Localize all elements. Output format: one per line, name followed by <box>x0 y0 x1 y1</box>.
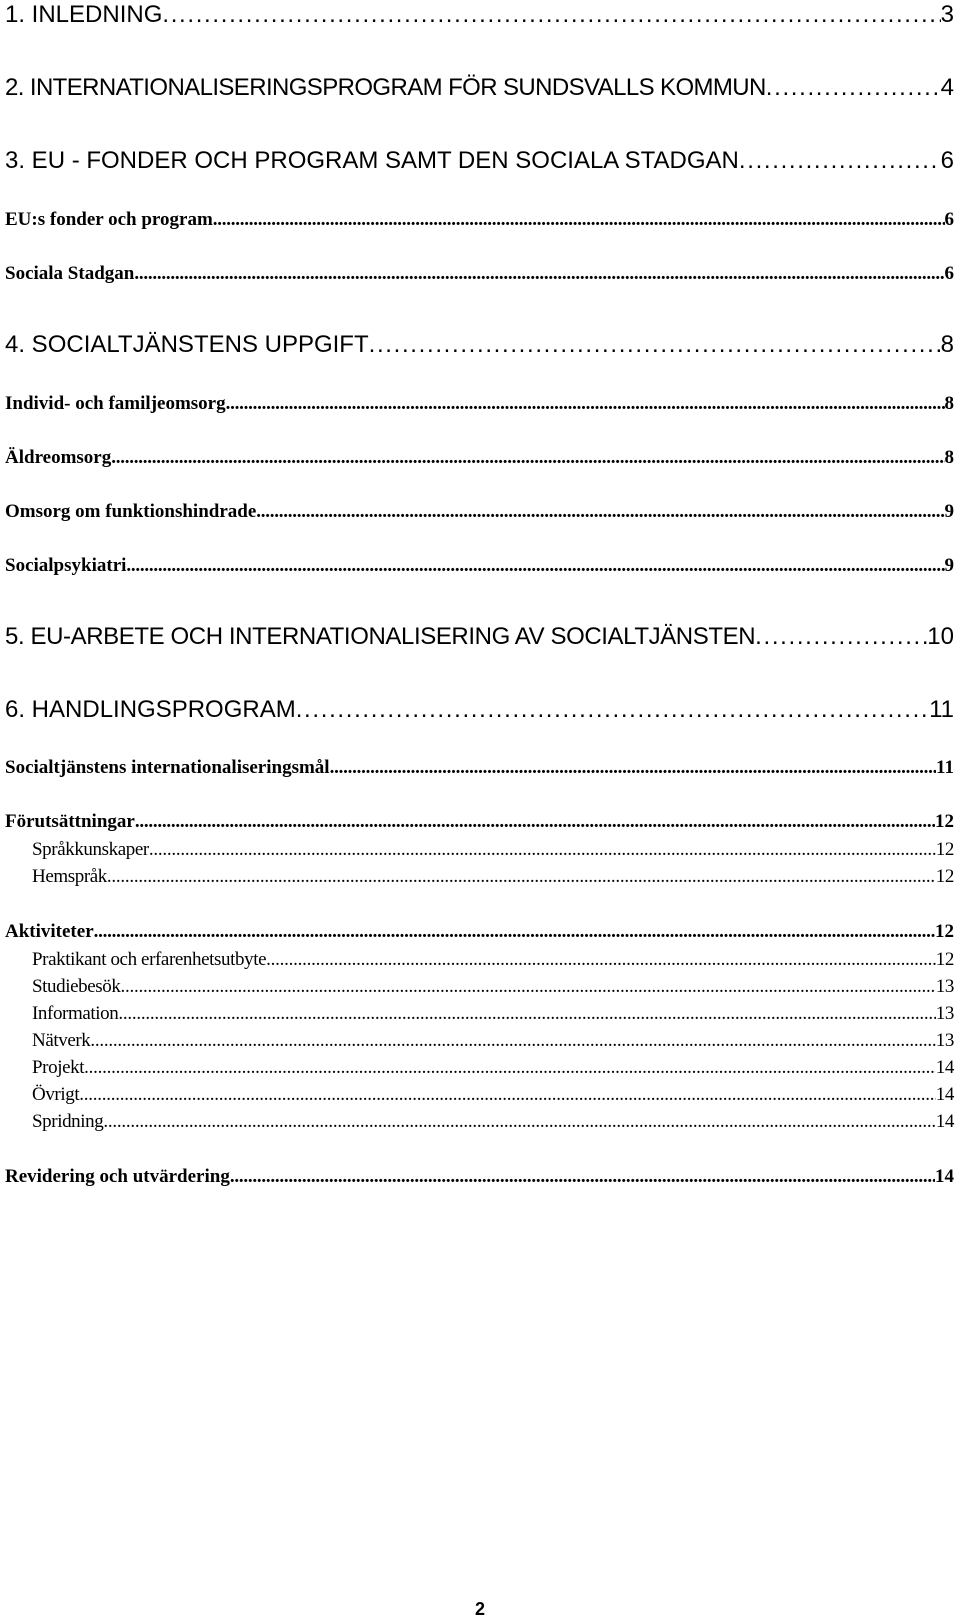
toc-entry-sprakkunskaper[interactable] <box>32 838 954 862</box>
toc-entry-aktiviteter[interactable] <box>5 920 954 944</box>
toc-entry-page: 8 <box>944 393 954 414</box>
toc-entry-page: 6 <box>944 209 954 230</box>
toc-entry-natverk[interactable] <box>32 1029 954 1053</box>
toc-entry-title: Praktikant och erfarenhetsutbyte <box>32 949 267 970</box>
toc-entry-page: 4 <box>940 74 954 101</box>
toc-entry-page: 13 <box>935 1030 954 1051</box>
toc-entry-sociala-stadgan[interactable] <box>5 262 954 286</box>
toc-entry-page: 14 <box>935 1166 954 1187</box>
toc-leader-dots <box>230 1165 935 1189</box>
toc-entry-title: Förutsättningar <box>5 811 135 832</box>
toc-entry-eu-fonder-program[interactable] <box>5 208 954 232</box>
toc-entry-inledning[interactable] <box>5 0 954 30</box>
toc-entry-title: Projekt <box>32 1057 85 1078</box>
toc-leader-dots <box>126 554 944 578</box>
toc-entry-page: 13 <box>935 976 954 997</box>
toc-entry-title: Övrigt <box>32 1084 80 1105</box>
toc-entry-forutsattningar[interactable] <box>5 810 954 834</box>
toc-entry-praktikant[interactable] <box>32 948 954 972</box>
toc-leader-dots <box>256 500 944 524</box>
toc-entry-title: Nätverk <box>32 1030 91 1051</box>
toc-leader-dots <box>79 1083 936 1107</box>
toc-entry-page: 8 <box>944 447 954 468</box>
toc-entry-eu-arbete[interactable] <box>5 622 954 652</box>
toc-leader-dots <box>162 0 940 30</box>
toc-entry-page: 3 <box>940 1 954 28</box>
toc-entry-page: 14 <box>935 1057 954 1078</box>
toc-leader-dots <box>266 948 936 972</box>
toc-entry-title: Revidering och utvärdering <box>5 1166 230 1187</box>
toc-entry-revidering[interactable] <box>5 1165 954 1189</box>
toc-entry-internationaliseringsmal[interactable] <box>5 756 954 780</box>
toc-entry-title: Omsorg om funktionshindrade <box>5 501 257 522</box>
toc-entry-page: 12 <box>935 921 954 942</box>
toc-entry-page: 9 <box>944 501 954 522</box>
toc-leader-dots <box>111 446 944 470</box>
toc-leader-dots <box>739 146 941 176</box>
toc-leader-dots <box>330 756 936 780</box>
toc-leader-dots <box>103 1110 935 1134</box>
toc-entry-ovrigt[interactable] <box>32 1083 954 1107</box>
toc-entry-handlingsprogram[interactable] <box>5 695 954 725</box>
toc-leader-dots <box>84 1056 936 1080</box>
toc-leader-dots <box>149 838 936 862</box>
toc-entry-page: 11 <box>936 757 954 778</box>
toc-entry-page: 12 <box>935 811 954 832</box>
toc-entry-title: 6. HANDLINGSPROGRAM <box>5 696 296 723</box>
toc-entry-title: 2. INTERNATIONALISERINGSPROGRAM FÖR SUNDSVALLS KOMMUN <box>5 74 766 101</box>
toc-leader-dots <box>226 392 945 416</box>
toc-entry-spridning[interactable] <box>32 1110 954 1134</box>
toc-entry-page: 11 <box>929 696 954 723</box>
toc-entry-page: 13 <box>935 1003 954 1024</box>
toc-entry-title: Information <box>32 1003 119 1024</box>
toc-entry-title: 3. EU - FONDER OCH PROGRAM SAMT DEN SOCIALA STADGAN <box>5 147 739 174</box>
toc-entry-hemsprak[interactable] <box>32 865 954 889</box>
toc-entry-title: Sociala Stadgan <box>5 263 135 284</box>
toc-entry-eu-fonder[interactable] <box>5 146 954 176</box>
toc-leader-dots <box>755 622 927 652</box>
page-number: 2 <box>474 1599 485 1619</box>
toc-entry-page: 10 <box>927 623 954 650</box>
toc-leader-dots <box>94 920 935 944</box>
toc-leader-dots <box>135 810 935 834</box>
toc-leader-dots <box>296 695 929 725</box>
toc-entry-page: 6 <box>940 147 954 174</box>
toc-entry-title: 1. INLEDNING <box>5 1 163 28</box>
toc-entry-page: 12 <box>935 866 954 887</box>
toc-leader-dots <box>121 975 936 999</box>
toc-entry-page: 12 <box>935 839 954 860</box>
toc-entry-information[interactable] <box>32 1002 954 1026</box>
toc-entry-aldreomsorg[interactable] <box>5 446 954 470</box>
toc-leader-dots <box>766 73 941 103</box>
toc-entry-omsorg-funktionshindrade[interactable] <box>5 500 954 524</box>
toc-leader-dots <box>134 262 944 286</box>
toc-entry-page: 12 <box>935 949 954 970</box>
toc-leader-dots <box>90 1029 935 1053</box>
toc-entry-title: 4. SOCIALTJÄNSTENS UPPGIFT <box>5 331 369 358</box>
toc-entry-internationaliseringsprogram[interactable] <box>5 73 954 103</box>
toc-entry-title: Individ- och familjeomsorg <box>5 393 226 414</box>
toc-entry-page: 14 <box>935 1084 954 1105</box>
toc-entry-title: Studiebesök <box>32 976 121 997</box>
toc-entry-title: Socialtjänstens internationaliseringsmål <box>5 757 330 778</box>
toc-entry-page: 9 <box>944 555 954 576</box>
toc-leader-dots <box>107 865 936 889</box>
toc-entry-title: Socialpsykiatri <box>5 555 127 576</box>
toc-entry-page: 14 <box>935 1111 954 1132</box>
toc-entry-individ-familjeomsorg[interactable] <box>5 392 954 416</box>
toc-entry-studiebesok[interactable] <box>32 975 954 999</box>
toc-leader-dots <box>118 1002 935 1026</box>
toc-entry-socialpsykiatri[interactable] <box>5 554 954 578</box>
toc-entry-title: EU:s fonder och program <box>5 209 213 230</box>
toc-entry-title: Hemspråk <box>32 866 107 887</box>
toc-entry-page: 8 <box>940 331 954 358</box>
toc-entry-page: 6 <box>944 263 954 284</box>
toc-entry-projekt[interactable] <box>32 1056 954 1080</box>
toc-entry-title: Aktiviteter <box>5 921 94 942</box>
toc-entry-title: Äldreomsorg <box>5 447 112 468</box>
toc-leader-dots <box>369 330 941 360</box>
toc-entry-title: 5. EU-ARBETE OCH INTERNATIONALISERING AV SOCIALTJÄNSTEN <box>5 623 756 650</box>
toc-entry-socialtjanstens-uppgift[interactable] <box>5 330 954 360</box>
toc-entry-title: Spridning <box>32 1111 104 1132</box>
toc-entry-title: Språkkunskaper <box>32 839 149 860</box>
toc-leader-dots <box>213 208 945 232</box>
